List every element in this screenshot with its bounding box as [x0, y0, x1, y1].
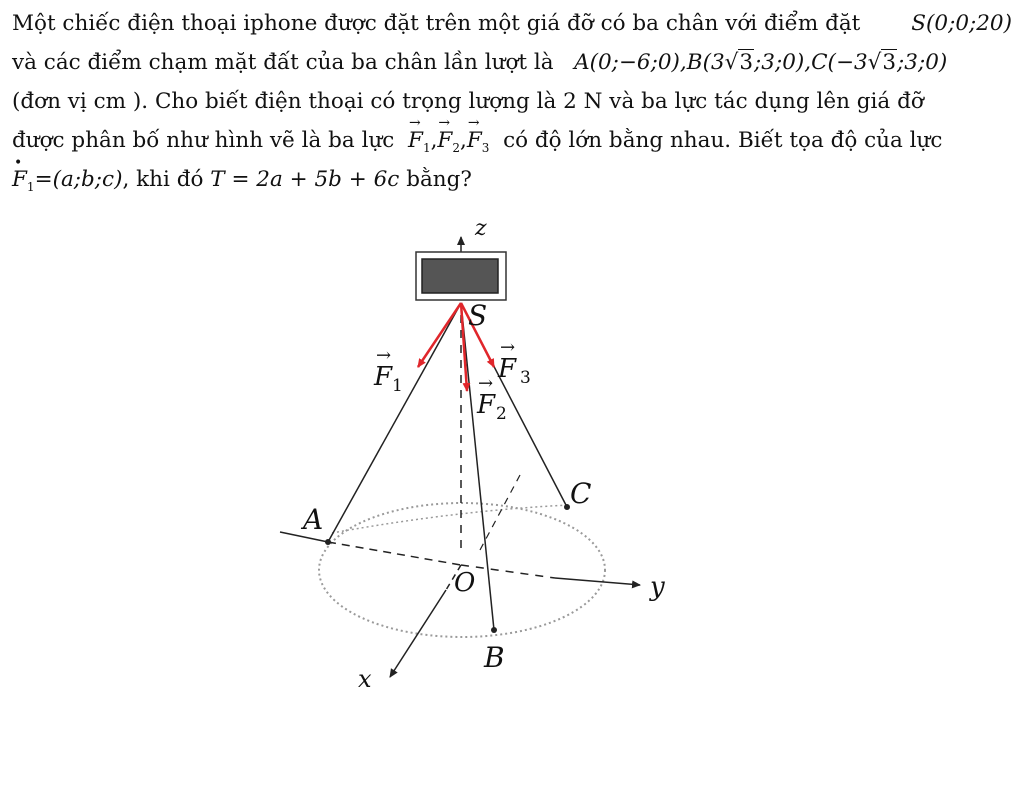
label-z: z: [475, 216, 487, 241]
label-b: B: [484, 641, 505, 674]
problem-line-3: [12, 82, 1012, 121]
label-c: C: [570, 477, 592, 510]
label-f2-sub: 2: [496, 404, 507, 424]
line5-text-mid: , khi đó: [122, 167, 204, 192]
label-a: A: [303, 503, 324, 536]
label-s: S: [468, 299, 488, 332]
formula-t: T = 2a + 5b + 6c: [210, 167, 400, 192]
a-to-o-dashed: [328, 542, 461, 565]
label-f3-sub: 3: [520, 368, 531, 388]
problem-line-2: và các điểm chạm mặt đất của ba chân lần lượt là A(0;−6;0),B(3√3;3;0),C(−3√3;3;0): [12, 50, 948, 75]
point-c-pre: C(−3: [811, 50, 868, 75]
line1-text: Một chiếc điện thoại iphone được đặt trên một giá đỡ có ba chân với điểm đặt: [12, 11, 861, 36]
svg-text:→: →: [478, 373, 494, 394]
svg-text:→: →: [376, 345, 392, 366]
point-b-dot: [491, 627, 497, 633]
line4-text-after: có độ lớn bằng nhau. Biết tọa độ của lực: [503, 128, 943, 153]
point-s: S(0;0;20): [911, 11, 1012, 36]
x-axis: [390, 590, 446, 677]
leg-sa: [328, 303, 461, 542]
label-f3: F: [498, 354, 517, 384]
point-a-dot: [325, 539, 331, 545]
label-y: y: [650, 572, 665, 602]
line3-text: (đơn vị cm ). Cho biết điện thoại có trọng lượng là 2 N và ba lực tác dụng lên giá đỡ: [12, 89, 924, 114]
force-f1: → $F_1$: [408, 121, 431, 168]
problem-line-1: [12, 4, 1012, 43]
label-x: x: [358, 665, 372, 693]
point-a: A(0;−6;0),: [574, 50, 687, 75]
force-f1-coords: • $F_1$: [12, 160, 35, 207]
tripod-diagram: [270, 215, 690, 695]
c-dashed: [480, 475, 520, 550]
y-axis: [555, 578, 640, 585]
point-b-post: ;3;0),: [754, 50, 812, 75]
problem-line-4: được phân bố như hình vẽ là ba lực → $F_1,\to F_2,\to F_3$ có độ lớn bằng nhau. Biết tọa độ của lực: [12, 121, 1012, 160]
point-c-post: ;3;0): [897, 50, 948, 75]
phone-screen: [422, 259, 498, 293]
line5-text-end: bằng?: [406, 167, 472, 192]
point-c-radicand: 3: [882, 50, 897, 75]
force-f3: → $F_3$: [467, 121, 490, 168]
tripod-figure: [270, 215, 690, 695]
label-f2: F: [477, 390, 496, 420]
force-arrow-f1: [418, 303, 461, 367]
svg-text:→: →: [500, 337, 516, 358]
label-f1: F: [374, 362, 393, 392]
label-o: O: [454, 568, 476, 598]
line4-text-before: được phân bố như hình vẽ là ba lực: [12, 128, 395, 153]
label-f1-sub: 1: [392, 376, 403, 396]
force-f2: → $F_2$: [437, 121, 460, 168]
f1-equals: =(a;b;c): [34, 167, 123, 192]
line2-text: và các điểm chạm mặt đất của ba chân lần lượt là: [12, 50, 554, 75]
problem-line-5: [12, 160, 1012, 199]
point-b-radicand: 3: [739, 50, 754, 75]
problem-text: [12, 4, 1012, 199]
point-b-pre: B(3: [686, 50, 725, 75]
